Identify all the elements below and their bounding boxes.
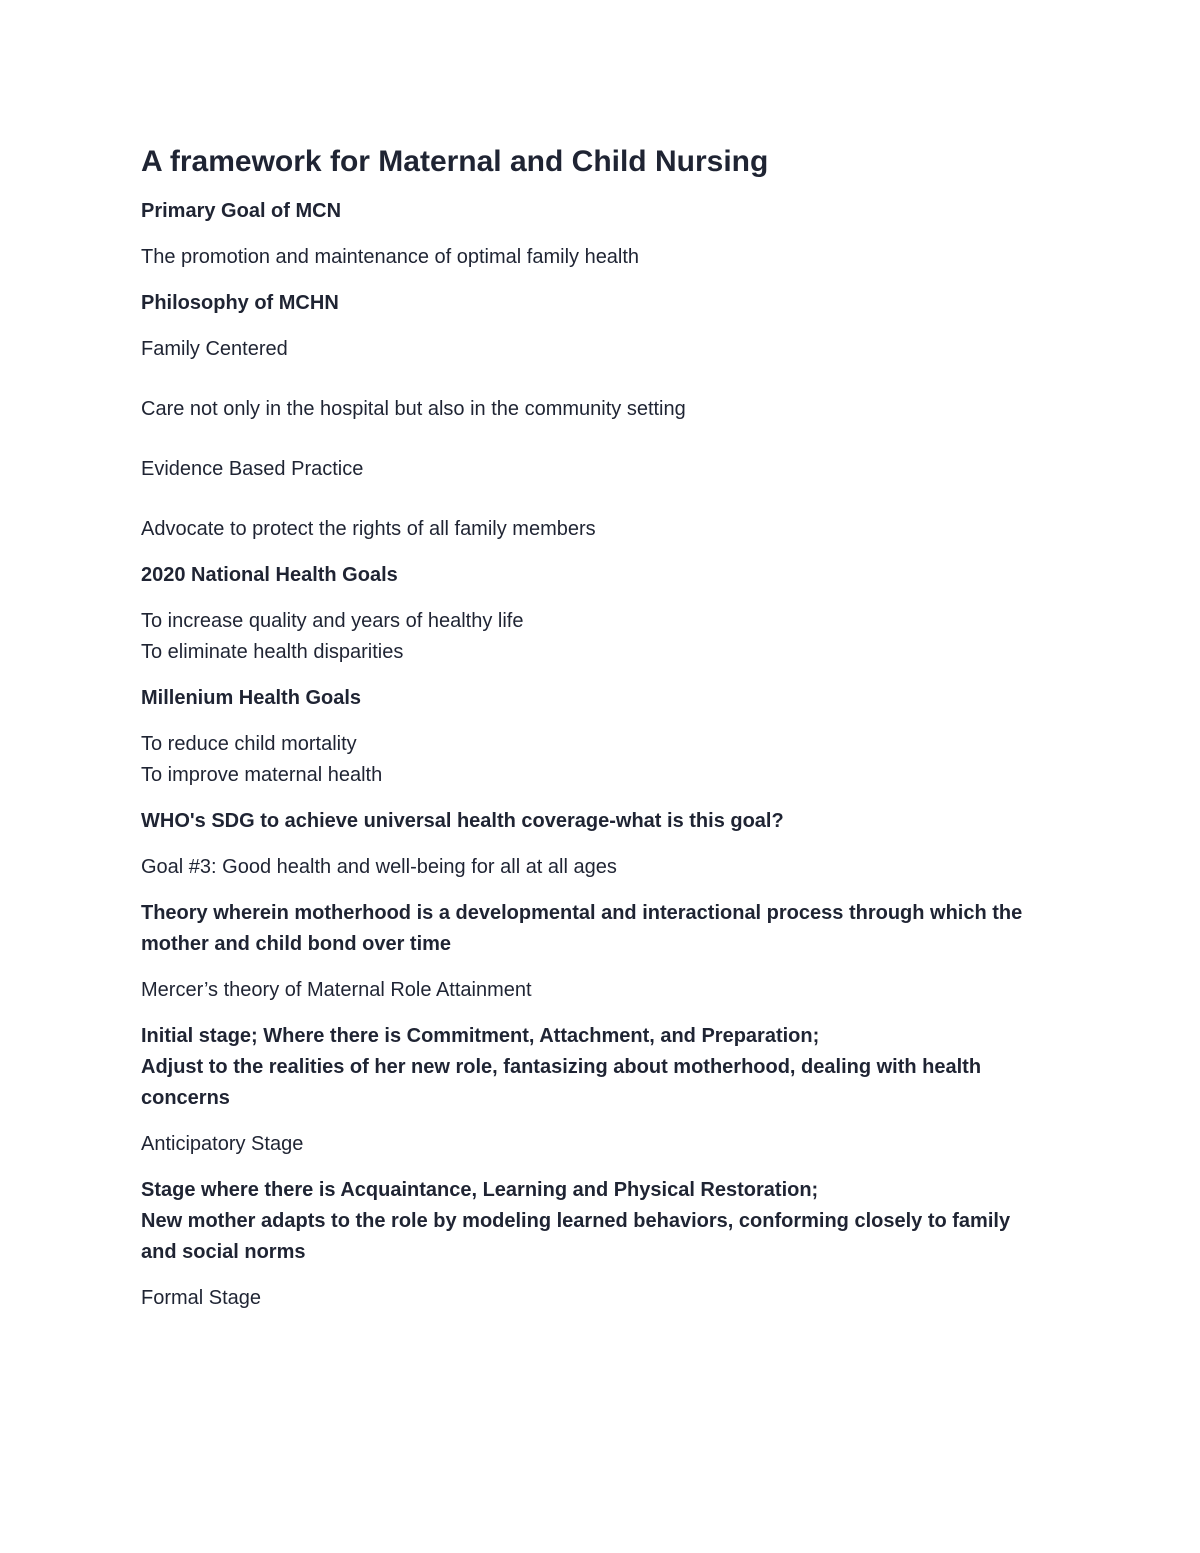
primary-goal-heading: Primary Goal of MCN xyxy=(141,200,342,222)
millenium-item: To reduce child mortality xyxy=(141,733,357,755)
primary-goal-text: The promotion and maintenance of optimal family health xyxy=(141,246,640,268)
initial-stage-question: Adjust to the realities of her new role, fantasizing about motherhood, dealing with health xyxy=(141,1056,982,1078)
national-goals-item: To eliminate health disparities xyxy=(141,641,404,663)
theory-question: mother and child bond over time xyxy=(141,933,452,955)
philosophy-item: Family Centered xyxy=(141,338,288,360)
initial-stage-question: concerns xyxy=(141,1087,230,1109)
initial-stage-question: Initial stage; Where there is Commitment, Attachment, and Preparation; xyxy=(141,1025,820,1047)
philosophy-item: Care not only in the hospital but also in the community setting xyxy=(141,398,686,420)
millenium-item: To improve maternal health xyxy=(141,764,383,786)
initial-stage-answer: Anticipatory Stage xyxy=(141,1133,304,1155)
philosophy-item: Evidence Based Practice xyxy=(141,458,364,480)
national-goals-heading: 2020 National Health Goals xyxy=(141,564,398,586)
stage-question: and social norms xyxy=(141,1241,306,1263)
theory-answer: Mercer’s theory of Maternal Role Attainment xyxy=(141,979,532,1001)
document-title: A framework for Maternal and Child Nursing xyxy=(141,145,769,178)
millenium-heading: Millenium Health Goals xyxy=(141,687,362,709)
national-goals-item: To increase quality and years of healthy life xyxy=(141,610,524,632)
stage-question: Stage where there is Acquaintance, Learning and Physical Restoration; xyxy=(141,1179,819,1201)
sdg-question: WHO's SDG to achieve universal health coverage-what is this goal? xyxy=(141,810,784,832)
sdg-answer: Goal #3: Good health and well-being for all at all ages xyxy=(141,856,617,878)
philosophy-item: Advocate to protect the rights of all family members xyxy=(141,518,596,540)
philosophy-heading: Philosophy of MCHN xyxy=(141,292,339,314)
stage-question: New mother adapts to the role by modeling learned behaviors, conforming closely to family xyxy=(141,1210,1011,1232)
stage-answer: Formal Stage xyxy=(141,1287,262,1309)
theory-question: Theory wherein motherhood is a developmental and interactional process through which the xyxy=(141,902,1023,924)
document-body xyxy=(141,142,1071,1314)
